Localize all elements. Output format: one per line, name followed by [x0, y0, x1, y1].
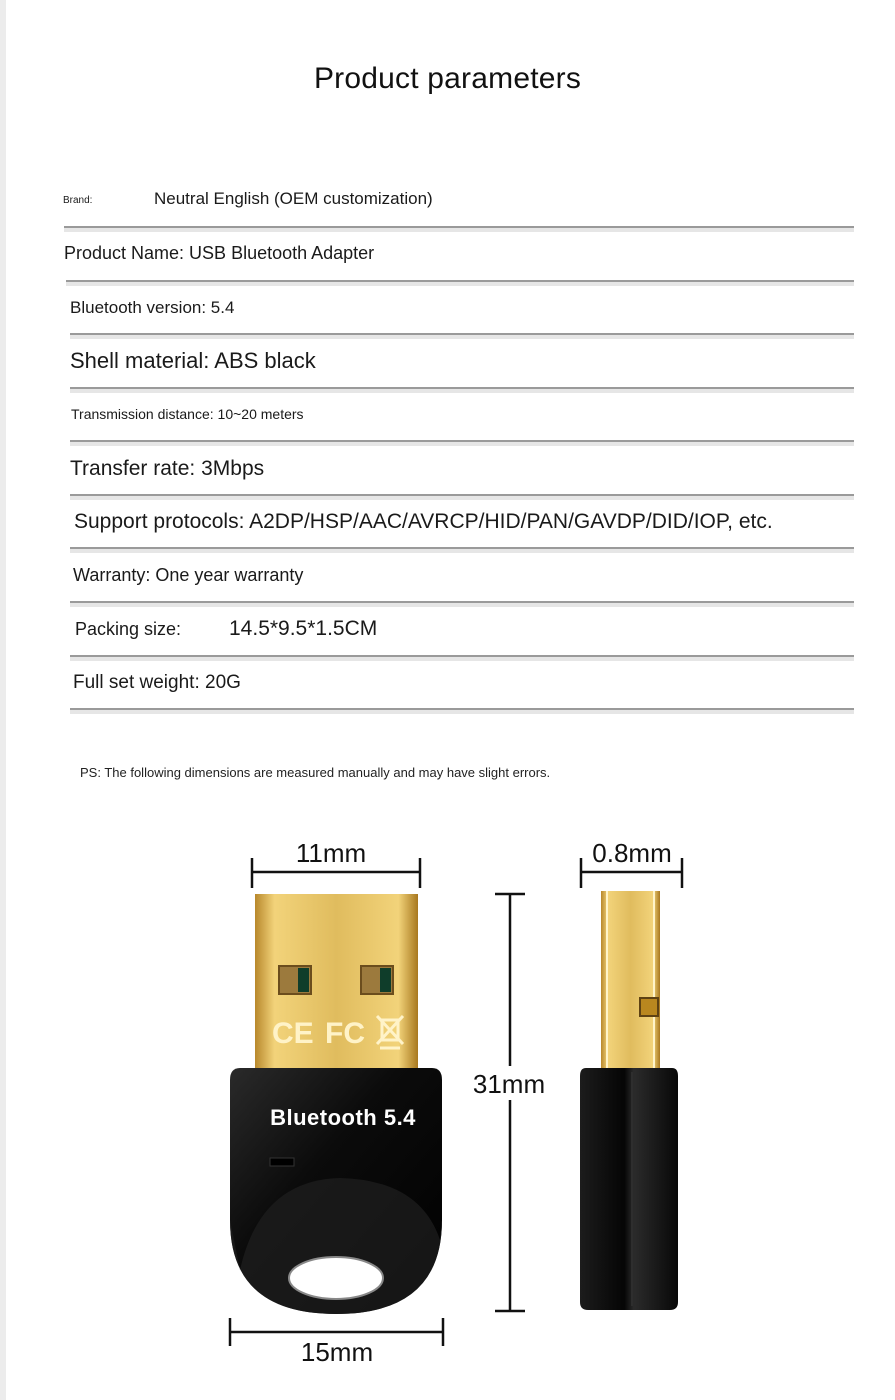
adapter-body-front [230, 1068, 442, 1314]
bluetooth-version-text: Bluetooth version: 5.4 [70, 298, 235, 317]
row-divider [70, 333, 854, 339]
row-divider [70, 494, 854, 500]
row-divider [70, 708, 854, 714]
transfer-rate-text: Transfer rate: 3Mbps [70, 457, 265, 480]
row-divider [70, 440, 854, 446]
row-divider [70, 387, 854, 393]
support-protocols-text: Support protocols: A2DP/HSP/AAC/AVRCP/HID/PAN/GAVDP/DID/IOP, etc. [74, 510, 773, 533]
dimension-width-top [252, 838, 420, 888]
dimension-thickness-label: 0.8mm [592, 838, 672, 868]
adapter-side-view [580, 891, 678, 1310]
product-name-text: Product Name: USB Bluetooth Adapter [64, 243, 375, 263]
packing-size-label: Packing size: [75, 619, 182, 639]
dimension-height-label: 31mm [472, 1069, 546, 1099]
ce-mark: CE [272, 1017, 314, 1050]
page-title: Product parameters [313, 62, 582, 95]
dimension-width-bottom [230, 1318, 443, 1367]
brand-value: Neutral English (OEM customization) [154, 189, 433, 208]
row-divider [70, 655, 854, 661]
dimension-width-top-label: 11mm [295, 838, 367, 868]
row-divider [66, 280, 854, 286]
dimension-thickness [581, 838, 682, 888]
dimension-height [470, 894, 550, 1311]
product-dimension-diagram [0, 800, 895, 1400]
warranty-text: Warranty: One year warranty [73, 565, 304, 585]
lanyard-hole [289, 1257, 383, 1299]
transmission-distance-text: Transmission distance: 10~20 meters [71, 406, 304, 422]
packing-size-value: 14.5*9.5*1.5CM [229, 617, 378, 640]
full-set-weight-text: Full set weight: 20G [73, 672, 241, 693]
row-divider [64, 226, 854, 232]
dimension-width-bottom-label: 15mm [300, 1337, 374, 1367]
usb-connector-front [255, 894, 418, 1084]
shell-material-text: Shell material: ABS black [70, 348, 316, 373]
measurement-note: PS: The following dimensions are measured manually and may have slight errors. [80, 765, 551, 780]
device-label: Bluetooth 5.4 [270, 1105, 416, 1130]
row-divider [70, 547, 854, 553]
brand-label: Brand: [63, 195, 93, 206]
fc-mark: FC [325, 1017, 365, 1050]
row-divider [70, 601, 854, 607]
